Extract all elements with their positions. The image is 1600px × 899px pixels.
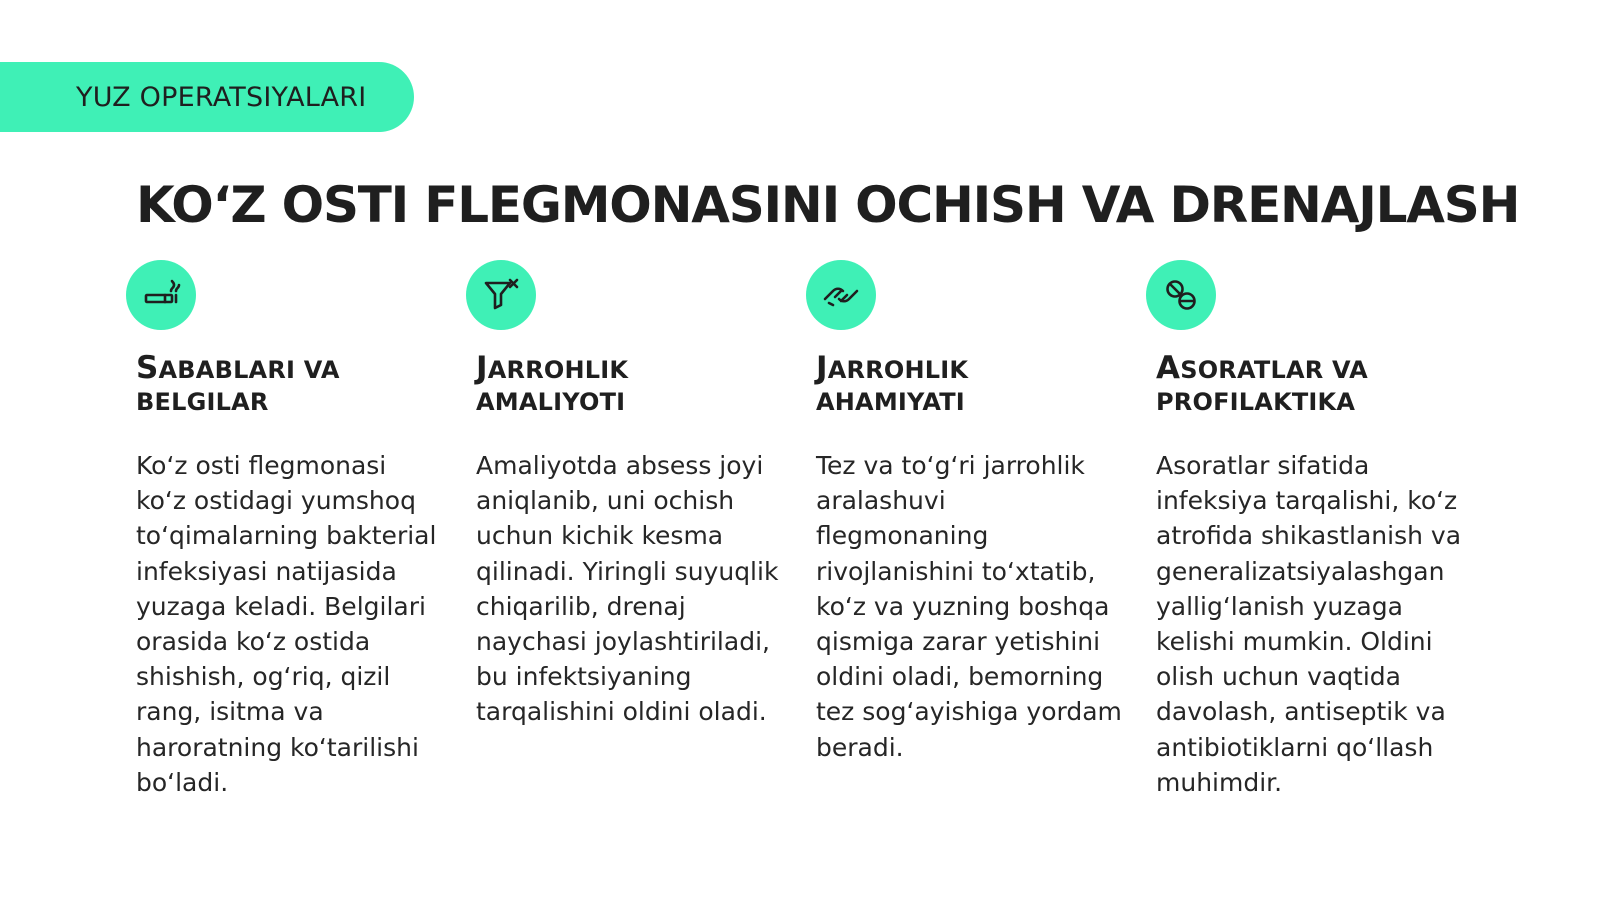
card-complications (1156, 260, 1462, 800)
card-surgery-importance (816, 260, 1122, 765)
section-tag-label: YUZ OPERATSIYALARI (76, 81, 367, 113)
pills-icon (1146, 260, 1216, 330)
card-heading: SABABLARI VA BELGILAR (136, 350, 340, 416)
card-heading: JARROHLIK AMALIYOTI (476, 350, 629, 416)
card-heading: ASORATLAR VA PROFILAKTIKA (1156, 350, 1368, 416)
filter-x-icon (466, 260, 536, 330)
card-body: Amaliyotda absess joyi aniqlanib, uni ochish uchun kichik kesma qilinadi. Yiringli suyuqlik chiqarilib, drenaj naychasi joylashtiriladi, bu infektsiyaning tarqalishini oldini oladi. (476, 451, 779, 727)
section-tag (0, 62, 414, 132)
card-body: Ko‘z osti flegmonasi ko‘z ostidagi yumshoq to‘qimalarning bakterial infeksiyasi natijasida yuzaga keladi. Belgilari orasida ko‘z ostida shishish, og‘riq, qizil rang, isitma va haroratning ko‘tarilishi bo‘ladi. (136, 451, 437, 797)
card-surgery-procedure (476, 260, 782, 730)
handshake-icon (806, 260, 876, 330)
card-heading: JARROHLIK AHAMIYATI (816, 350, 969, 416)
card-body: Asoratlar sifatida infeksiya tarqalishi, ko‘z atrofida shikastlanish va generalizatsiyalashgan yallig‘lanish yuzaga kelishi mumkin. Oldini olish uchun vaqtida davolash, antiseptik va antibiotiklarni qo‘llash muhimdir. (1156, 451, 1462, 797)
card-causes (136, 260, 442, 800)
page-title: KO‘Z OSTI FLEGMONASINI OCHISH VA DRENAJLASH (136, 176, 1520, 234)
smoking-icon (126, 260, 196, 330)
card-body: Tez va to‘g‘ri jarrohlik aralashuvi flegmonaning rivojlanishini to‘xtatib, ko‘z va yuzning boshqa qismiga zarar yetishini oldini oladi, bemorning tez sog‘ayishiga yordam beradi. (816, 451, 1122, 762)
